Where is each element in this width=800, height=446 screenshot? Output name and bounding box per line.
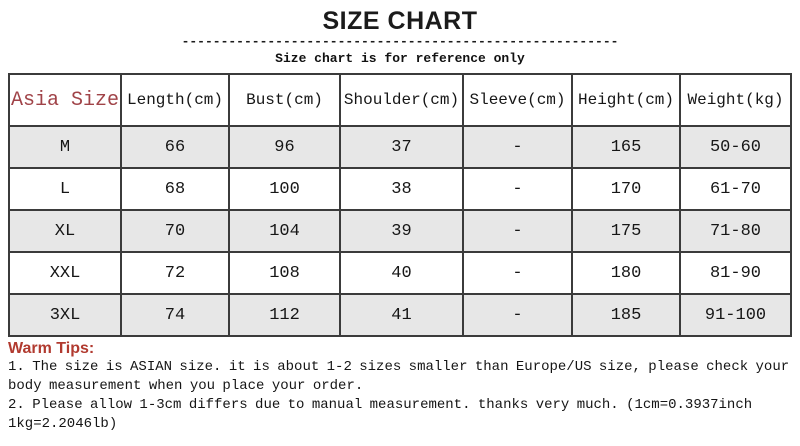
cell-sleeve: - <box>463 168 572 210</box>
size-chart-table <box>8 73 792 337</box>
cell-size: L <box>9 168 121 210</box>
column-header-shoulder: Shoulder(cm) <box>340 74 463 126</box>
cell-height: 180 <box>572 252 680 294</box>
cell-weight: 61-70 <box>680 168 791 210</box>
cell-height: 170 <box>572 168 680 210</box>
cell-length: 66 <box>121 126 229 168</box>
page-subtitle: Size chart is for reference only <box>275 51 525 66</box>
column-header-weight: Weight(kg) <box>680 74 791 126</box>
cell-length: 74 <box>121 294 229 336</box>
warm-tips-list <box>8 358 798 434</box>
column-header-height: Height(cm) <box>572 74 680 126</box>
cell-height: 185 <box>572 294 680 336</box>
table-row-3xl <box>9 294 791 336</box>
column-header-bust: Bust(cm) <box>229 74 340 126</box>
warm-tip-2: 2. Please allow 1-3cm differs due to manual measurement. thanks very much. (1cm=0.3937inch 1kg=2.2046lb) <box>8 397 753 432</box>
warm-tip-1: 1. The size is ASIAN size. it is about 1-2 sizes smaller than Europe/US size, please check your body measurement when you place your order. <box>8 359 790 394</box>
cell-length: 68 <box>121 168 229 210</box>
cell-size: XXL <box>9 252 121 294</box>
cell-bust: 104 <box>229 210 340 252</box>
cell-shoulder: 37 <box>340 126 463 168</box>
cell-height: 165 <box>572 126 680 168</box>
table-row-xxl <box>9 252 791 294</box>
table-row-m <box>9 126 791 168</box>
cell-sleeve: - <box>463 126 572 168</box>
table-row-xl <box>9 210 791 252</box>
cell-shoulder: 39 <box>340 210 463 252</box>
column-header-asia-size: Asia Size <box>9 74 121 126</box>
cell-weight: 71-80 <box>680 210 791 252</box>
cell-bust: 96 <box>229 126 340 168</box>
column-header-sleeve: Sleeve(cm) <box>463 74 572 126</box>
cell-weight: 50-60 <box>680 126 791 168</box>
cell-length: 72 <box>121 252 229 294</box>
cell-size: 3XL <box>9 294 121 336</box>
cell-size: XL <box>9 210 121 252</box>
cell-weight: 91-100 <box>680 294 791 336</box>
warm-tips-heading: Warm Tips: <box>8 340 95 357</box>
dashed-divider: -------------------------------------------------------- <box>181 34 619 49</box>
cell-sleeve: - <box>463 294 572 336</box>
table-header-row <box>9 74 791 126</box>
cell-sleeve: - <box>463 210 572 252</box>
cell-weight: 81-90 <box>680 252 791 294</box>
cell-length: 70 <box>121 210 229 252</box>
cell-shoulder: 40 <box>340 252 463 294</box>
column-header-length: Length(cm) <box>121 74 229 126</box>
cell-sleeve: - <box>463 252 572 294</box>
cell-bust: 100 <box>229 168 340 210</box>
cell-height: 175 <box>572 210 680 252</box>
cell-size: M <box>9 126 121 168</box>
page-title: SIZE CHART <box>322 7 478 35</box>
cell-shoulder: 38 <box>340 168 463 210</box>
cell-bust: 108 <box>229 252 340 294</box>
cell-shoulder: 41 <box>340 294 463 336</box>
cell-bust: 112 <box>229 294 340 336</box>
table-row-l <box>9 168 791 210</box>
